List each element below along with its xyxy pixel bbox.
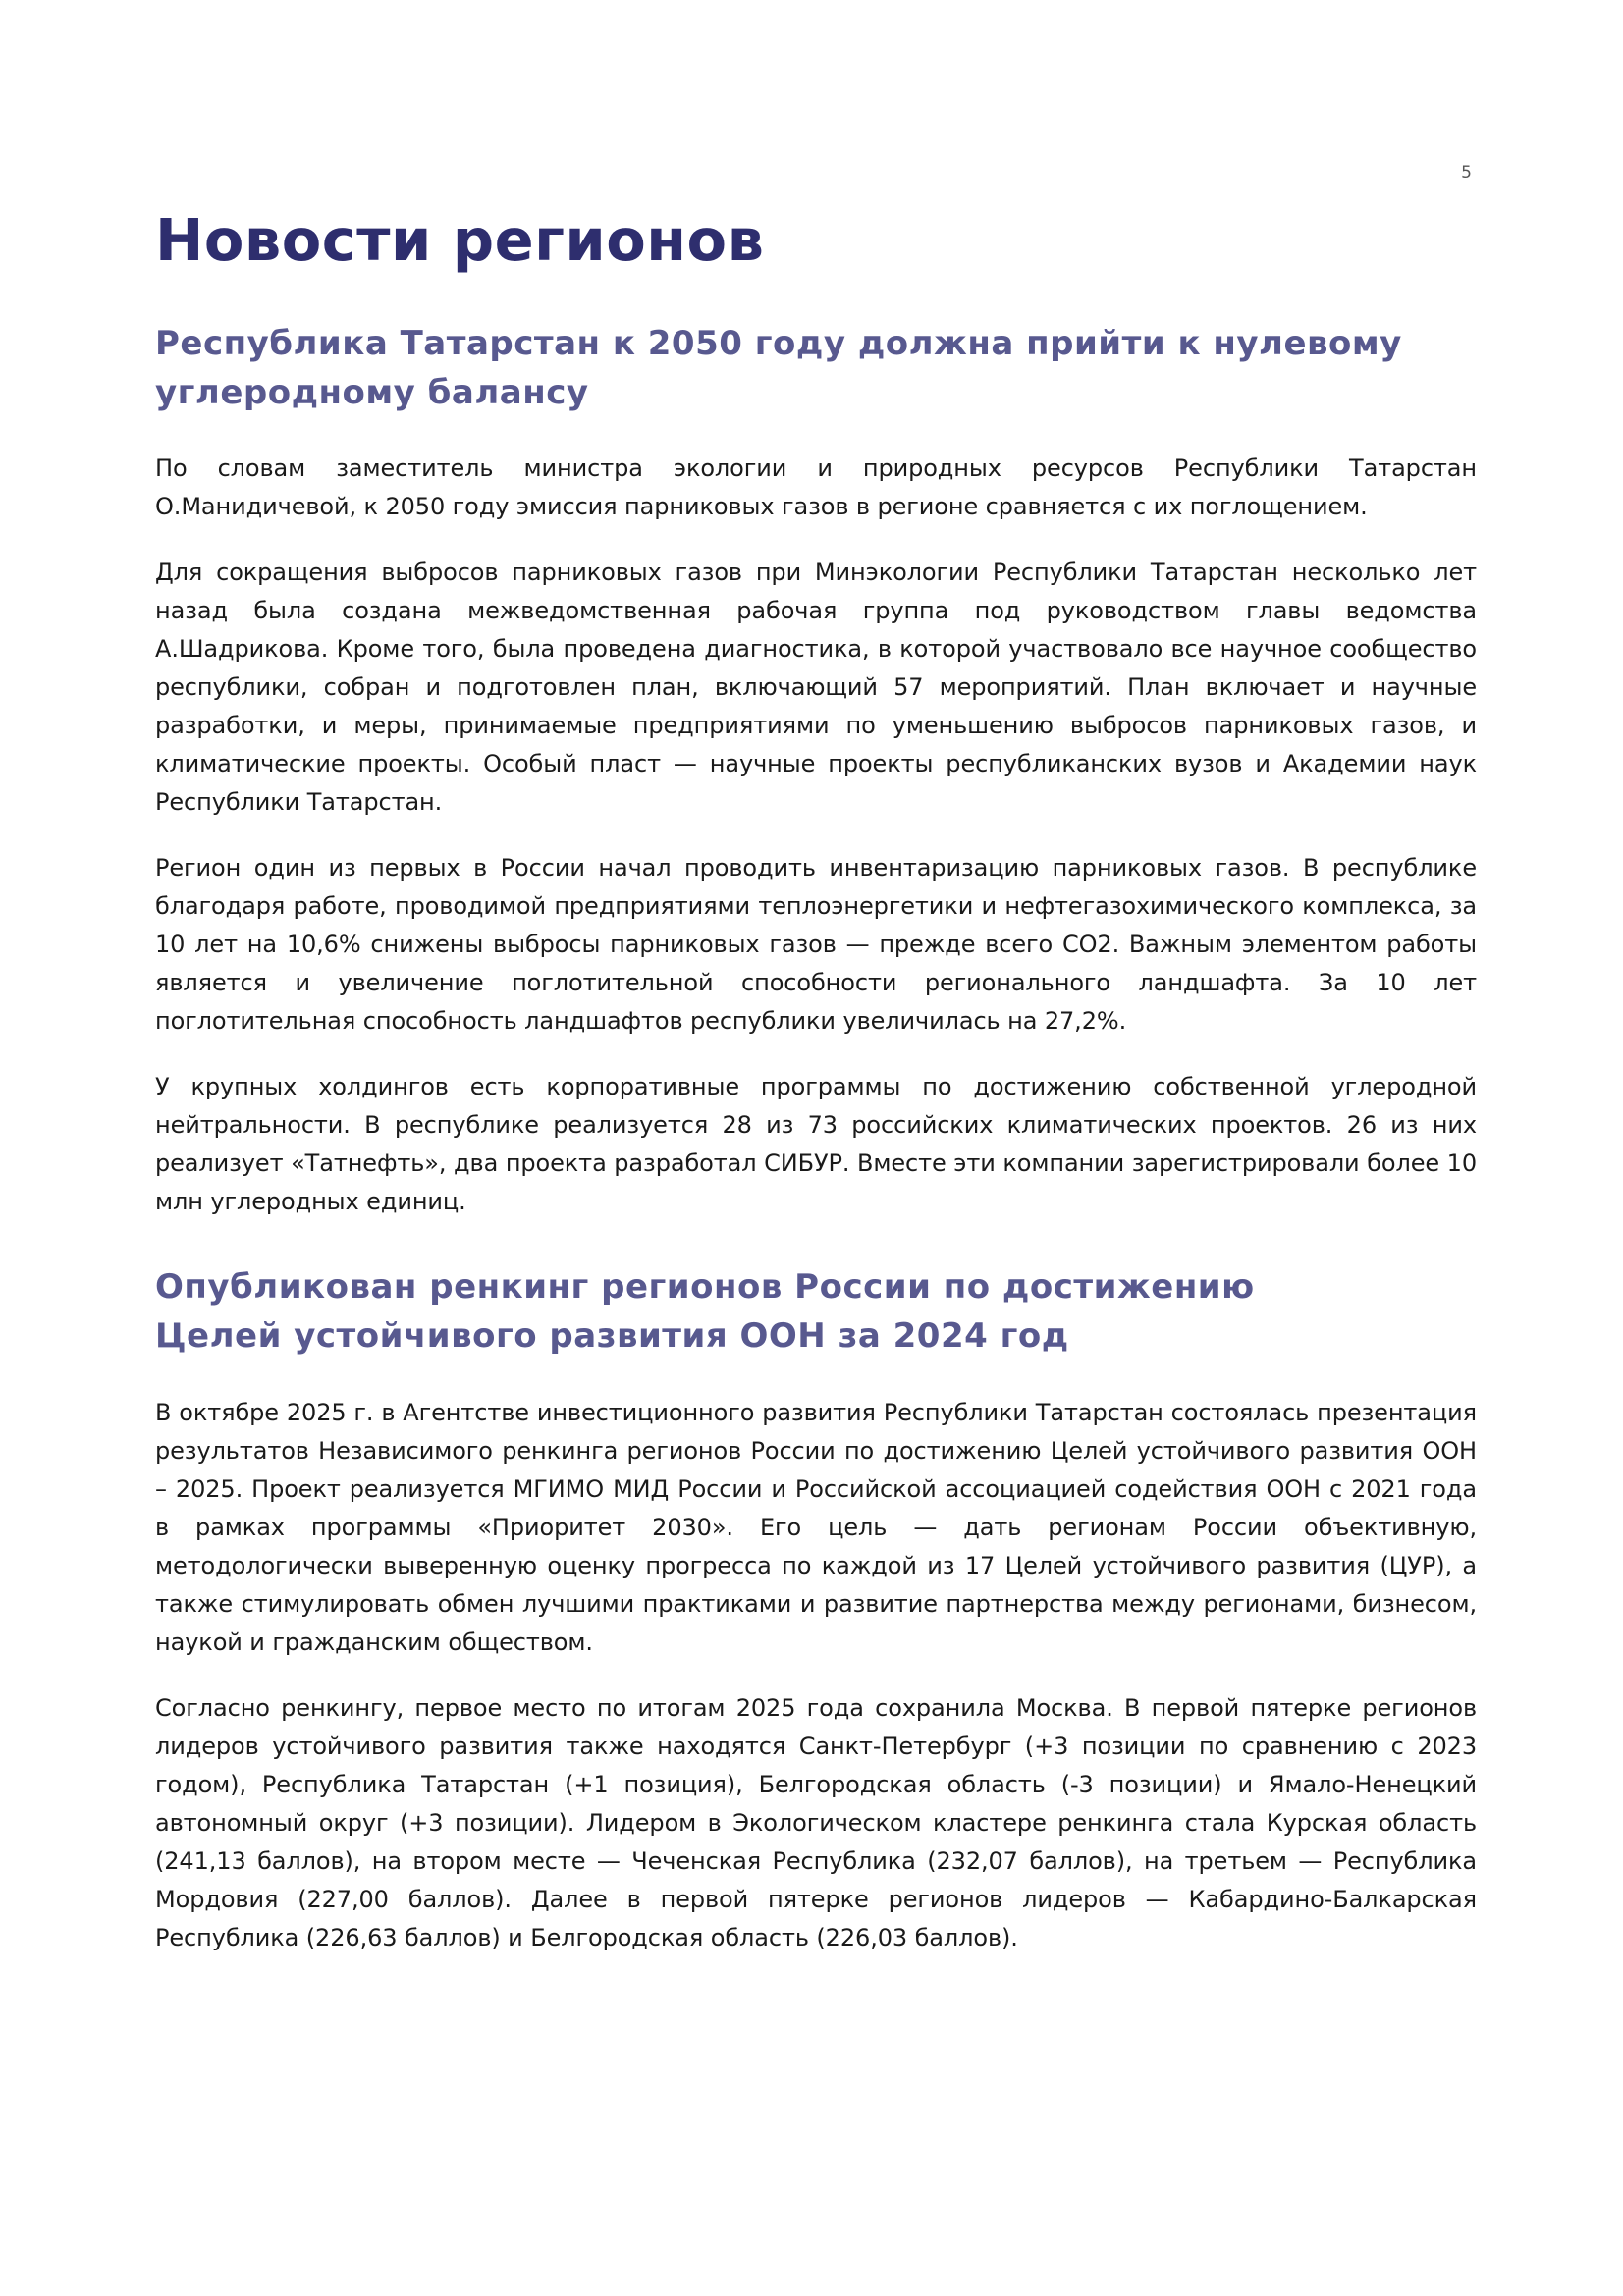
article-heading-line: Республика Татарстан к 2050 году должна прийти к нулевому <box>155 323 1402 363</box>
article-paragraph: Для сокращения выбросов парниковых газов при Минэкологии Республики Татарстан несколько лет назад была создана межведомственная рабочая группа под руководством главы ведомства А.Шадрикова. Кроме того, была проведена диагностика, в которой участвовало все научное сообщество республики, собран и подготовлен план, включающий 57 мероприятий. План включает и научные разработки, и меры, принимаемые предприятиями по уменьшению выбросов парниковых газов, и климатические проекты. Особый пласт — научные проекты республиканских вузов и Академии наук Республики Татарстан. <box>155 558 1477 816</box>
article-heading-line: Целей устойчивого развития ООН за 2024 год <box>155 1315 1069 1356</box>
article-paragraph: В октябре 2025 г. в Агентстве инвестиционного развития Республики Татарстан состоялась презентация результатов Независимого ренкинга регионов России по достижению Целей устойчивого развития ООН – 2025. Проект реализуется МГИМО МИД России и Российской ассоциацией содействия ООН с 2021 года в рамках программы «Приоритет 2030». Его цель — дать регионам России объективную, методологически выверенную оценку прогресса по каждой из 17 Целей устойчивого развития (ЦУР), а также стимулировать обмен лучшими практиками и развитие партнерства между регионами, бизнесом, наукой и гражданским обществом. <box>155 1398 1477 1656</box>
article-heading-line: Опубликован ренкинг регионов России по достижению <box>155 1266 1255 1307</box>
article-paragraph: Регион один из первых в России начал проводить инвентаризацию парниковых газов. В республике благодаря работе, проводимой предприятиями теплоэнергетики и нефтегазохимического комплекса, за 10 лет на 10,6% снижены выбросы парниковых газов — прежде всего СО2. Важным элементом работы является и увеличение поглотительной способности регионального ландшафта. За 10 лет поглотительная способность ландшафтов республики увеличилась на 27,2%. <box>155 853 1477 1035</box>
article-tatarstan-carbon <box>155 319 1477 1221</box>
article-paragraph: У крупных холдингов есть корпоративные программы по достижению собственной углеродной нейтральности. В республике реализуется 28 из 73 российских климатических проектов. 26 из них реализует «Татнефть», два проекта разработал СИБУР. Вместе эти компании зарегистрировали более 10 млн углеродных единиц. <box>155 1072 1477 1215</box>
article-heading <box>155 1262 1477 1361</box>
article-paragraph: По словам заместитель министра экологии и природных ресурсов Республики Татарстан О.Манидичевой, к 2050 году эмиссия парниковых газов в регионе сравняется с их поглощением. <box>155 454 1477 520</box>
article-heading <box>155 319 1477 417</box>
article-paragraph: Согласно ренкингу, первое место по итогам 2025 года сохранила Москва. В первой пятерке регионов лидеров устойчивого развития также находятся Санкт-Петербург (+3 позиции по сравнению с 2023 годом), Республика Татарстан (+1 позиция), Белгородская область (-3 позиции) и Ямало-Ненецкий автономный округ (+3 позиции). Лидером в Экологическом кластере ренкинга стала Курская область (241,13 баллов), на втором месте — Чеченская Республика (232,07 баллов), на третьем — Республика Мордовия (227,00 баллов). Далее в первой пятерке регионов лидеров — Кабардино-Балкарская Республика (226,63 баллов) и Белгородская область (226,03 баллов). <box>155 1693 1477 1951</box>
article-sdg-ranking <box>155 1262 1477 1957</box>
page-title: Новости регионов <box>155 206 765 274</box>
article-heading-line: углеродному балансу <box>155 372 589 412</box>
page-number: 5 <box>1461 163 1472 183</box>
page-content <box>155 196 1477 1957</box>
